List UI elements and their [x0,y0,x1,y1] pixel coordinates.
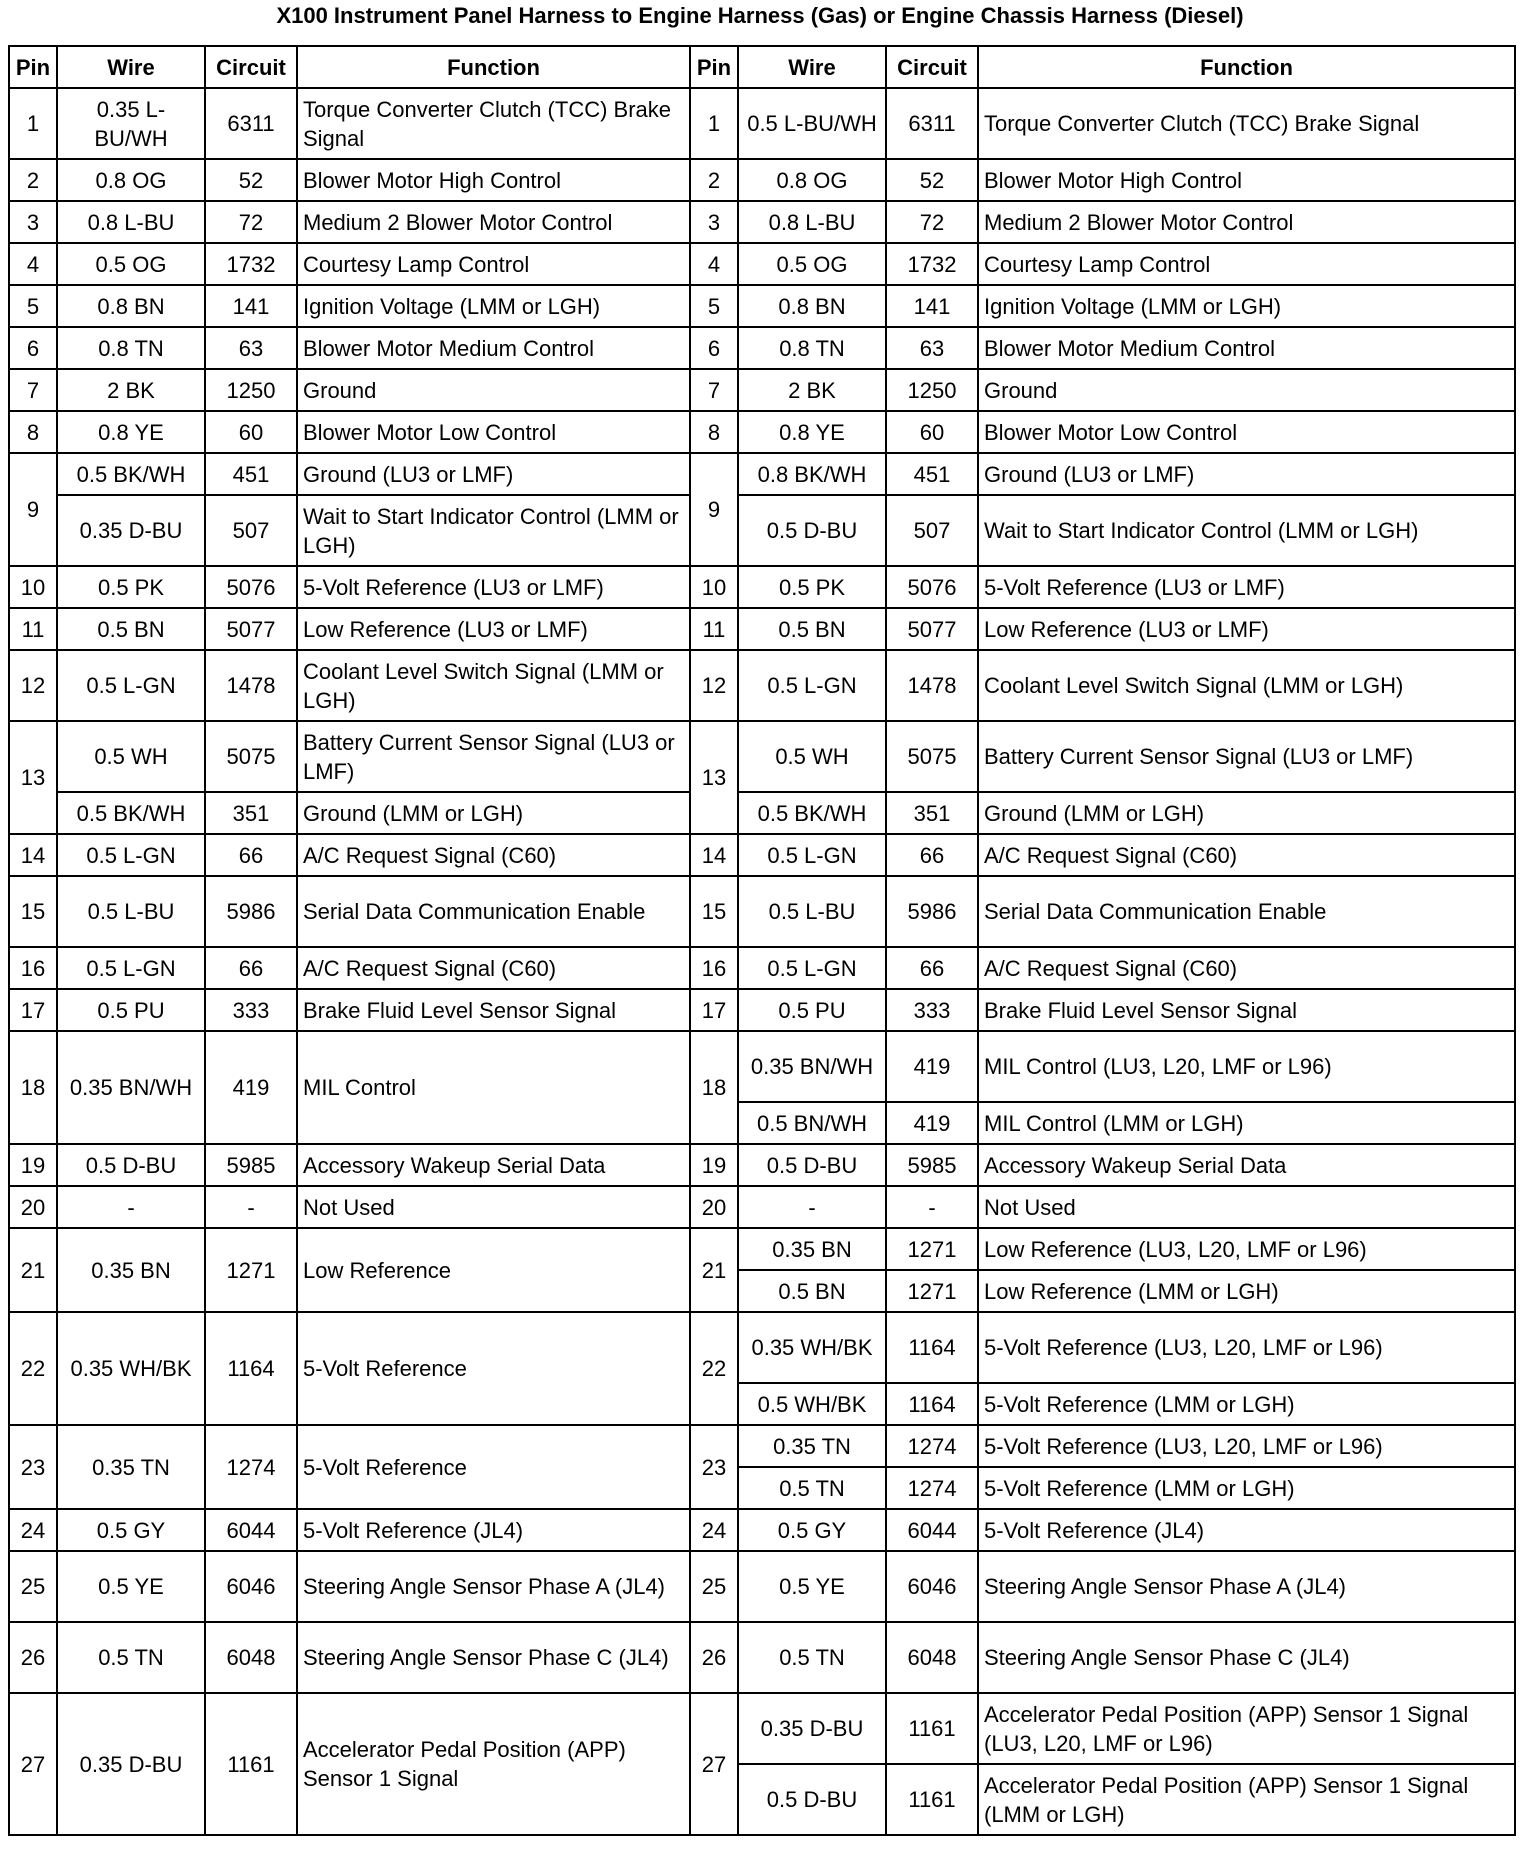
function-cell: Ground (LMM or LGH) [978,792,1515,834]
wire-cell: 0.8 BN [738,285,886,327]
wire-cell: 0.8 BN [57,285,205,327]
circuit-cell: 1271 [886,1270,978,1312]
wire-cell: 0.5 TN [738,1622,886,1693]
function-cell: Blower Motor High Control [978,159,1515,201]
circuit-cell: 5985 [205,1144,297,1186]
pin-number: 14 [9,834,57,876]
wire-cell: 0.35 WH/BK [57,1312,205,1425]
wire-cell: 0.5 L-GN [738,650,886,721]
table-row [9,1228,1515,1270]
pin-number: 3 [690,201,738,243]
pin-number: 8 [9,411,57,453]
table-row [9,650,1515,721]
wire-cell: 0.5 PK [738,566,886,608]
wire-cell: 0.5 BN [57,608,205,650]
header-circuit-left: Circuit [205,46,297,88]
circuit-cell: 1271 [205,1228,297,1312]
wire-cell: 0.8 BK/WH [738,453,886,495]
pin-number: 15 [690,876,738,947]
pin-number: 7 [690,369,738,411]
wire-cell: 0.5 TN [738,1467,886,1509]
circuit-cell: 1161 [886,1764,978,1835]
function-cell: Not Used [297,1186,690,1228]
circuit-cell: 6044 [205,1509,297,1551]
wire-cell: 0.5 PK [57,566,205,608]
pin-number: 12 [9,650,57,721]
pin-number: 4 [690,243,738,285]
function-cell: Wait to Start Indicator Control (LMM or LGH) [297,495,690,566]
table-row [9,1031,1515,1102]
table-row [9,1312,1515,1383]
circuit-cell: 1164 [886,1383,978,1425]
pin-number: 11 [9,608,57,650]
circuit-cell: 351 [205,792,297,834]
circuit-cell: 1271 [886,1228,978,1270]
function-cell: 5-Volt Reference (LU3 or LMF) [978,566,1515,608]
function-cell: Blower Motor High Control [297,159,690,201]
circuit-cell: 5076 [205,566,297,608]
pin-number: 22 [9,1312,57,1425]
circuit-cell: 1250 [205,369,297,411]
wire-cell: 0.5 D-BU [57,1144,205,1186]
wire-cell: 0.35 D-BU [57,495,205,566]
function-cell: Ground (LU3 or LMF) [978,453,1515,495]
function-cell: 5-Volt Reference (JL4) [978,1509,1515,1551]
pin-number: 19 [9,1144,57,1186]
function-cell: Low Reference (LU3 or LMF) [978,608,1515,650]
pin-number: 6 [9,327,57,369]
function-cell: MIL Control (LMM or LGH) [978,1102,1515,1144]
function-cell: Brake Fluid Level Sensor Signal [978,989,1515,1031]
wire-cell: 0.8 TN [57,327,205,369]
wire-cell: 0.35 TN [738,1425,886,1467]
circuit-cell: 1274 [205,1425,297,1509]
pin-number: 12 [690,650,738,721]
function-cell: Low Reference (LU3, L20, LMF or L96) [978,1228,1515,1270]
wire-cell: 0.5 L-GN [738,834,886,876]
table-row [9,989,1515,1031]
wire-cell: 0.5 YE [738,1551,886,1622]
function-cell: MIL Control (LU3, L20, LMF or L96) [978,1031,1515,1102]
circuit-cell: 6311 [205,88,297,159]
table-row [9,1693,1515,1764]
function-cell: Steering Angle Sensor Phase C (JL4) [978,1622,1515,1693]
circuit-cell: 52 [886,159,978,201]
pin-number: 7 [9,369,57,411]
function-cell: Steering Angle Sensor Phase C (JL4) [297,1622,690,1693]
wire-cell: 0.5 L-BU/WH [738,88,886,159]
pin-number: 5 [690,285,738,327]
circuit-cell: 1274 [886,1467,978,1509]
pin-number: 1 [9,88,57,159]
pin-number: 25 [690,1551,738,1622]
wire-cell: 0.5 L-GN [738,947,886,989]
pin-number: 27 [9,1693,57,1835]
function-cell: Torque Converter Clutch (TCC) Brake Signal [978,88,1515,159]
pin-number: 10 [690,566,738,608]
function-cell: Steering Angle Sensor Phase A (JL4) [978,1551,1515,1622]
wire-cell: 0.5 BK/WH [57,453,205,495]
wire-cell: 0.5 GY [738,1509,886,1551]
circuit-cell: 5985 [886,1144,978,1186]
circuit-cell: 6048 [886,1622,978,1693]
pinout-table [8,45,1516,1836]
function-cell: 5-Volt Reference (LU3, L20, LMF or L96) [978,1312,1515,1383]
wire-cell: 0.5 L-GN [57,947,205,989]
function-cell: 5-Volt Reference [297,1312,690,1425]
pin-number: 27 [690,1693,738,1835]
function-cell: Not Used [978,1186,1515,1228]
pin-number: 11 [690,608,738,650]
circuit-cell: 52 [205,159,297,201]
wire-cell: 0.5 BN [738,1270,886,1312]
circuit-cell: 333 [205,989,297,1031]
header-wire-right: Wire [738,46,886,88]
wire-cell: 0.5 L-BU [738,876,886,947]
circuit-cell: 1164 [886,1312,978,1383]
pin-number: 25 [9,1551,57,1622]
wire-cell: 0.5 WH [57,721,205,792]
table-row [9,1425,1515,1467]
header-row [9,46,1515,88]
circuit-cell: 5077 [205,608,297,650]
pin-number: 16 [690,947,738,989]
pin-number: 3 [9,201,57,243]
circuit-cell: 351 [886,792,978,834]
circuit-cell: 5075 [205,721,297,792]
wire-cell: 0.5 L-GN [57,834,205,876]
circuit-cell: - [205,1186,297,1228]
function-cell: Blower Motor Low Control [978,411,1515,453]
pin-number: 8 [690,411,738,453]
function-cell: Ignition Voltage (LMM or LGH) [978,285,1515,327]
circuit-cell: 6046 [205,1551,297,1622]
table-row [9,243,1515,285]
table-row [9,876,1515,947]
table-row [9,566,1515,608]
function-cell: Serial Data Communication Enable [978,876,1515,947]
table-row [9,285,1515,327]
pin-number: 20 [690,1186,738,1228]
function-cell: Steering Angle Sensor Phase A (JL4) [297,1551,690,1622]
function-cell: Coolant Level Switch Signal (LMM or LGH) [978,650,1515,721]
wire-cell: 2 BK [57,369,205,411]
function-cell: 5-Volt Reference (LMM or LGH) [978,1467,1515,1509]
circuit-cell: 1274 [886,1425,978,1467]
wire-cell: 0.35 BN [738,1228,886,1270]
circuit-cell: 451 [205,453,297,495]
header-pin-right: Pin [690,46,738,88]
function-cell: Blower Motor Medium Control [297,327,690,369]
circuit-cell: 72 [886,201,978,243]
wire-cell: 0.35 BN [57,1228,205,1312]
circuit-cell: 507 [205,495,297,566]
wire-cell: 0.8 TN [738,327,886,369]
wire-cell: 0.8 L-BU [738,201,886,243]
pin-number: 21 [9,1228,57,1312]
function-cell: 5-Volt Reference (LMM or LGH) [978,1383,1515,1425]
wire-cell: 0.8 YE [57,411,205,453]
table-row [9,1551,1515,1622]
circuit-cell: 1161 [886,1693,978,1764]
wire-cell: 0.5 D-BU [738,495,886,566]
circuit-cell: 63 [205,327,297,369]
circuit-cell: 72 [205,201,297,243]
page-title: X100 Instrument Panel Harness to Engine Harness (Gas) or Engine Chassis Harness (Diesel) [276,3,1244,28]
function-cell: Accelerator Pedal Position (APP) Sensor 1 Signal [297,1693,690,1835]
wire-cell: 0.5 PU [57,989,205,1031]
pin-number: 16 [9,947,57,989]
function-cell: Courtesy Lamp Control [297,243,690,285]
pin-number: 24 [9,1509,57,1551]
function-cell: Wait to Start Indicator Control (LMM or LGH) [978,495,1515,566]
function-cell: A/C Request Signal (C60) [978,947,1515,989]
pin-number: 1 [690,88,738,159]
wire-cell: 0.5 PU [738,989,886,1031]
pin-number: 13 [690,721,738,834]
table-row [9,1186,1515,1228]
circuit-cell: 63 [886,327,978,369]
circuit-cell: 6046 [886,1551,978,1622]
circuit-cell: 141 [886,285,978,327]
wire-cell: - [57,1186,205,1228]
table-row [9,369,1515,411]
table-row [9,201,1515,243]
function-cell: Accelerator Pedal Position (APP) Sensor 1 Signal (LU3, L20, LMF or L96) [978,1693,1515,1764]
wire-cell: 0.35 D-BU [57,1693,205,1835]
pin-number: 26 [690,1622,738,1693]
table-row [9,495,1515,566]
table-row [9,721,1515,792]
pin-number: 6 [690,327,738,369]
table-row [9,947,1515,989]
circuit-cell: 1732 [205,243,297,285]
table-row [9,608,1515,650]
pin-number: 24 [690,1509,738,1551]
pin-number: 21 [690,1228,738,1312]
circuit-cell: 419 [886,1031,978,1102]
function-cell: Ground (LMM or LGH) [297,792,690,834]
pin-number: 20 [9,1186,57,1228]
function-cell: 5-Volt Reference (JL4) [297,1509,690,1551]
header-function-right: Function [978,46,1515,88]
circuit-cell: 5075 [886,721,978,792]
table-row [9,834,1515,876]
wire-cell: 0.5 D-BU [738,1764,886,1835]
function-cell: Low Reference (LMM or LGH) [978,1270,1515,1312]
circuit-cell: 5986 [205,876,297,947]
function-cell: Blower Motor Medium Control [978,327,1515,369]
function-cell: MIL Control [297,1031,690,1144]
wire-cell: 0.35 BN/WH [738,1031,886,1102]
circuit-cell: - [886,1186,978,1228]
function-cell: 5-Volt Reference [297,1425,690,1509]
circuit-cell: 1161 [205,1693,297,1835]
pin-number: 4 [9,243,57,285]
wire-cell: 0.8 OG [738,159,886,201]
pin-number: 23 [690,1425,738,1509]
wire-cell: 0.35 WH/BK [738,1312,886,1383]
pin-number: 18 [9,1031,57,1144]
header-wire-left: Wire [57,46,205,88]
function-cell: Serial Data Communication Enable [297,876,690,947]
function-cell: Medium 2 Blower Motor Control [297,201,690,243]
function-cell: Accessory Wakeup Serial Data [978,1144,1515,1186]
function-cell: Accelerator Pedal Position (APP) Sensor 1 Signal (LMM or LGH) [978,1764,1515,1835]
pin-number: 10 [9,566,57,608]
wire-cell: 0.5 D-BU [738,1144,886,1186]
function-cell: Ground (LU3 or LMF) [297,453,690,495]
header-pin-left: Pin [9,46,57,88]
table-row [9,792,1515,834]
function-cell: Battery Current Sensor Signal (LU3 or LMF) [978,721,1515,792]
pin-number: 14 [690,834,738,876]
function-cell: A/C Request Signal (C60) [297,834,690,876]
function-cell: Ground [297,369,690,411]
circuit-cell: 419 [886,1102,978,1144]
table-row [9,327,1515,369]
wire-cell: 0.5 WH [738,721,886,792]
wire-cell: 2 BK [738,369,886,411]
wire-cell: 0.8 L-BU [57,201,205,243]
circuit-cell: 66 [886,947,978,989]
wire-cell: 0.5 OG [738,243,886,285]
circuit-cell: 66 [205,947,297,989]
wire-cell: 0.35 D-BU [738,1693,886,1764]
circuit-cell: 419 [205,1031,297,1144]
function-cell: Torque Converter Clutch (TCC) Brake Signal [297,88,690,159]
pin-number: 23 [9,1425,57,1509]
circuit-cell: 5077 [886,608,978,650]
pin-number: 15 [9,876,57,947]
circuit-cell: 451 [886,453,978,495]
pin-number: 18 [690,1031,738,1144]
wire-cell: 0.5 BK/WH [57,792,205,834]
circuit-cell: 6044 [886,1509,978,1551]
pin-number: 9 [690,453,738,566]
circuit-cell: 66 [886,834,978,876]
circuit-cell: 60 [886,411,978,453]
pin-number: 2 [9,159,57,201]
pin-number: 22 [690,1312,738,1425]
table-row [9,453,1515,495]
function-cell: Courtesy Lamp Control [978,243,1515,285]
circuit-cell: 6048 [205,1622,297,1693]
wire-cell: 0.5 BN/WH [738,1102,886,1144]
circuit-cell: 333 [886,989,978,1031]
wire-cell: 0.5 TN [57,1622,205,1693]
circuit-cell: 1478 [205,650,297,721]
wire-cell: 0.5 BK/WH [738,792,886,834]
wire-cell: - [738,1186,886,1228]
circuit-cell: 66 [205,834,297,876]
circuit-cell: 5076 [886,566,978,608]
table-row [9,1144,1515,1186]
wire-cell: 0.5 OG [57,243,205,285]
function-cell: Brake Fluid Level Sensor Signal [297,989,690,1031]
table-row [9,411,1515,453]
wire-cell: 0.5 YE [57,1551,205,1622]
wire-cell: 0.8 OG [57,159,205,201]
table-row [9,1622,1515,1693]
function-cell: Blower Motor Low Control [297,411,690,453]
function-cell: Accessory Wakeup Serial Data [297,1144,690,1186]
function-cell: Medium 2 Blower Motor Control [978,201,1515,243]
pin-number: 5 [9,285,57,327]
pin-number: 26 [9,1622,57,1693]
function-cell: Low Reference (LU3 or LMF) [297,608,690,650]
pin-number: 17 [9,989,57,1031]
wire-cell: 0.8 YE [738,411,886,453]
function-cell: Ground [978,369,1515,411]
wire-cell: 0.5 WH/BK [738,1383,886,1425]
pin-number: 19 [690,1144,738,1186]
pin-number: 13 [9,721,57,834]
function-cell: 5-Volt Reference (LU3 or LMF) [297,566,690,608]
table-row [9,1509,1515,1551]
function-cell: 5-Volt Reference (LU3, L20, LMF or L96) [978,1425,1515,1467]
circuit-cell: 6311 [886,88,978,159]
circuit-cell: 507 [886,495,978,566]
function-cell: A/C Request Signal (C60) [978,834,1515,876]
header-circuit-right: Circuit [886,46,978,88]
wire-cell: 0.35 L-BU/WH [57,88,205,159]
pin-number: 9 [9,453,57,566]
wire-cell: 0.5 GY [57,1509,205,1551]
wire-cell: 0.35 TN [57,1425,205,1509]
wire-cell: 0.35 BN/WH [57,1031,205,1144]
circuit-cell: 1732 [886,243,978,285]
circuit-cell: 141 [205,285,297,327]
wire-cell: 0.5 L-GN [57,650,205,721]
function-cell: Low Reference [297,1228,690,1312]
function-cell: Battery Current Sensor Signal (LU3 or LMF) [297,721,690,792]
circuit-cell: 60 [205,411,297,453]
wire-cell: 0.5 BN [738,608,886,650]
circuit-cell: 1164 [205,1312,297,1425]
circuit-cell: 1478 [886,650,978,721]
function-cell: A/C Request Signal (C60) [297,947,690,989]
function-cell: Coolant Level Switch Signal (LMM or LGH) [297,650,690,721]
header-function-left: Function [297,46,690,88]
table-row [9,88,1515,159]
function-cell: Ignition Voltage (LMM or LGH) [297,285,690,327]
table-row [9,159,1515,201]
pin-number: 2 [690,159,738,201]
circuit-cell: 5986 [886,876,978,947]
circuit-cell: 1250 [886,369,978,411]
pin-number: 17 [690,989,738,1031]
wire-cell: 0.5 L-BU [57,876,205,947]
